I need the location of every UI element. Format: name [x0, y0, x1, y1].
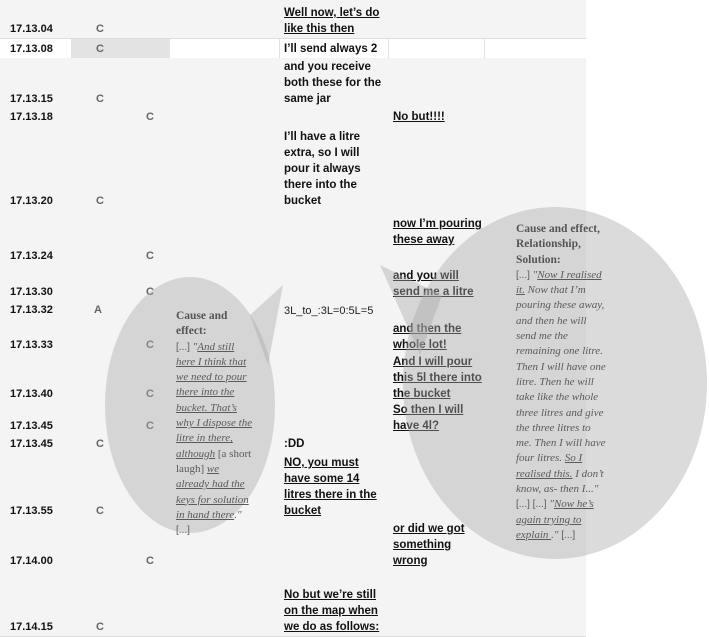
utterance-text: :DD: [284, 438, 305, 450]
utterance-text: and then the whole lot!: [393, 323, 462, 351]
left-bubble-line: keys for solution: [176, 493, 249, 506]
timestamp: 17.13.15: [10, 93, 53, 105]
speaker-code: C: [146, 250, 154, 262]
left-bubble-line: there into the: [176, 386, 235, 399]
timestamp: 17.13.24: [10, 250, 53, 262]
speaker-code: C: [146, 388, 154, 400]
utterance-text: 3L_to_:3L=0:5L=5: [284, 305, 374, 317]
right-bubble-title: Cause and effect,: [516, 223, 600, 235]
timestamp: 17.13.33: [10, 339, 53, 351]
speaker-code: C: [96, 93, 104, 105]
right-callout-bubble: [380, 205, 709, 560]
timestamp: 17.13.04: [10, 23, 53, 35]
utterance-text: I’ll have a litre extra, so I will pour it always there into the bucket: [284, 131, 361, 207]
left-bubble-line: here I think that: [176, 355, 247, 368]
speaker-code: C: [146, 111, 154, 123]
left-bubble-line: although [a short: [176, 447, 252, 460]
timestamp: 17.13.08: [10, 43, 53, 55]
left-bubble-text: Cause and effect: [...] "And still here I think that we need to pour there into the bucket. That’s why I dispose the litre in there, although [a short laugh] we already had the keys for solution in hand there." [...]: [176, 309, 252, 538]
timestamp: 17.13.40: [10, 388, 53, 400]
right-bubble-title: Solution:: [516, 253, 561, 266]
timestamp: 17.13.45: [10, 438, 53, 450]
timestamp: 17.13.30: [10, 286, 53, 298]
speaker-code: A: [94, 304, 102, 316]
speaker-code: C: [146, 420, 154, 432]
utterance-text: Well now, let’s do like this then: [284, 7, 380, 35]
utterance-text: No but we’re still on the map when we do as follows:: [284, 589, 380, 633]
left-bubble-title: Cause and: [176, 310, 228, 322]
left-bubble-quote: "And still: [192, 340, 235, 353]
left-bubble-line: bucket. That’s: [176, 401, 237, 414]
timestamp: 17.13.45: [10, 420, 53, 432]
left-bubble-line: we need to pour: [176, 371, 247, 384]
left-bubble-line: [...]: [176, 525, 190, 537]
speaker-code: C: [96, 43, 104, 55]
left-bubble-line: in hand there.": [176, 508, 242, 521]
speaker-code: C: [96, 505, 104, 517]
speaker-code: C: [146, 339, 154, 351]
left-bubble-line: why I dispose the: [176, 417, 253, 430]
utterance-text: and you receive both these for the same jar: [284, 61, 382, 105]
utterance-text: So then I will have 4l?: [393, 404, 464, 432]
table-row: [0, 38, 586, 58]
left-bubble-line: already had the: [176, 478, 245, 491]
utterance-text: I’ll send always 2: [284, 43, 378, 55]
left-callout-bubble: [100, 255, 285, 555]
timestamp: 17.14.15: [10, 621, 53, 633]
left-bubble-line: litre in there,: [176, 432, 233, 445]
left-bubble-title: effect:: [176, 325, 207, 338]
utterance-text: and you will send me a litre: [393, 270, 474, 298]
left-bubble-line: laugh] we: [176, 462, 220, 475]
timestamp: 17.14.00: [10, 555, 53, 567]
speaker-code: C: [96, 438, 104, 450]
table-row: [0, 570, 586, 636]
right-bubble-text: Cause and effect, Relationship, Solution: [...] "Now I realised it. Now that I’m pouring these away, and then he will send me the remaining one litre. Then I will have one litre. Then he will take like the whole three litres and give the three litres to me. Then I will have four litres. So I realised this. I don’t know, as- then I..." [...] [...] "Now he’s again trying to explain ." [...]: [516, 223, 606, 541]
speaker-code: C: [96, 621, 104, 633]
timestamp: 17.13.55: [10, 505, 53, 517]
table-row: [0, 108, 586, 126]
speaker-code: C: [146, 555, 154, 567]
timestamp: 17.13.32: [10, 304, 53, 316]
speaker-code: C: [146, 286, 154, 298]
utterance-text: NO, you must have some 14 litres there in the bucket: [284, 457, 377, 517]
timestamp: 17.13.18: [10, 111, 53, 123]
utterance-text: or did we got something wrong: [393, 523, 465, 567]
table-row: [0, 58, 586, 108]
speaker-code: C: [96, 195, 104, 207]
utterance-text: And I will pour this 5l there into the bucket: [393, 356, 482, 400]
utterance-text: No but!!!!: [393, 111, 445, 123]
timestamp: 17.13.20: [10, 195, 53, 207]
utterance-text: now I’m pouring these away: [393, 218, 482, 246]
right-bubble-title: Relationship,: [516, 238, 581, 251]
table-row: [0, 126, 586, 210]
speaker-code: C: [96, 23, 104, 35]
table-row: [0, 0, 586, 38]
